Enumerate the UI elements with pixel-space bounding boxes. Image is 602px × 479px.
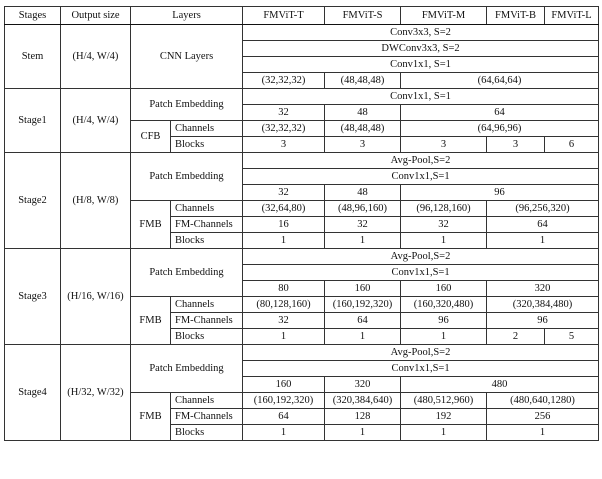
header-output-size: Output size — [61, 7, 131, 25]
stage1-channels-mbl: (64,96,96) — [401, 121, 599, 137]
stage3-pe-m: 160 — [401, 281, 487, 297]
stage3-fm-t: 32 — [243, 313, 325, 329]
stem-op-dwconv3x3: DWConv3x3, S=2 — [243, 41, 599, 57]
stage4-blocks-s: 1 — [325, 425, 401, 441]
header-model-b: FMViT-B — [487, 7, 545, 25]
stage3-blocks-t: 1 — [243, 329, 325, 345]
stage1-pe-mbl: 64 — [401, 105, 599, 121]
stage4-patch-embedding: Patch Embedding — [131, 345, 243, 393]
stage4-pe-op-conv: Conv1x1,S=1 — [243, 361, 599, 377]
stage4-row-1 — [5, 345, 599, 361]
stage2-blocks-m: 1 — [401, 233, 487, 249]
stage3-pe-op-conv: Conv1x1,S=1 — [243, 265, 599, 281]
header-model-t: FMViT-T — [243, 7, 325, 25]
stem-channels-s: (48,48,48) — [325, 73, 401, 89]
stage4-channels-s: (320,384,640) — [325, 393, 401, 409]
header-row — [5, 7, 599, 25]
stage1-pe-op: Conv1x1, S=1 — [243, 89, 599, 105]
header-model-m: FMViT-M — [401, 7, 487, 25]
stage4-blocks-m: 1 — [401, 425, 487, 441]
stage1-channels-label: Channels — [171, 121, 243, 137]
stage3-blocks-label: Blocks — [171, 329, 243, 345]
stage4-blocks-t: 1 — [243, 425, 325, 441]
stage1-patch-embedding: Patch Embedding — [131, 89, 243, 121]
stage3-fm-bl: 96 — [487, 313, 599, 329]
stage3-patch-embedding: Patch Embedding — [131, 249, 243, 297]
stage3-blocks-b: 2 — [487, 329, 545, 345]
stem-row-1 — [5, 25, 599, 41]
header-stages: Stages — [5, 7, 61, 25]
stage2-channels-bl: (96,256,320) — [487, 201, 599, 217]
stage2-channels-t: (32,64,80) — [243, 201, 325, 217]
stage4-pe-t: 160 — [243, 377, 325, 393]
stage1-channels-s: (48,48,48) — [325, 121, 401, 137]
stage1-blocks-b: 3 — [487, 137, 545, 153]
stage1-pe-s: 48 — [325, 105, 401, 121]
stage2-blocks-t: 1 — [243, 233, 325, 249]
stage2-fm-s: 32 — [325, 217, 401, 233]
stage3-channels-bl: (320,384,480) — [487, 297, 599, 313]
stage2-output-size: (H/8, W/8) — [61, 153, 131, 249]
stage3-channels-s: (160,192,320) — [325, 297, 401, 313]
stage1-row-1 — [5, 89, 599, 105]
stage3-pe-s: 160 — [325, 281, 401, 297]
stage3-fm-label: FM-Channels — [171, 313, 243, 329]
stem-cnn-layers: CNN Layers — [131, 25, 243, 89]
stage4-fm-bl: 256 — [487, 409, 599, 425]
stage2-stage-label: Stage2 — [5, 153, 61, 249]
stage2-blocks-s: 1 — [325, 233, 401, 249]
header-model-s: FMViT-S — [325, 7, 401, 25]
stage2-fm-bl: 64 — [487, 217, 599, 233]
stage4-fm-s: 128 — [325, 409, 401, 425]
stage4-fm-label: FM-Channels — [171, 409, 243, 425]
stage4-pe-op-avgpool: Avg-Pool,S=2 — [243, 345, 599, 361]
stage3-fm-m: 96 — [401, 313, 487, 329]
stage2-row-1 — [5, 153, 599, 169]
stage2-pe-t: 32 — [243, 185, 325, 201]
stage4-fm-m: 192 — [401, 409, 487, 425]
stage4-blocks-label: Blocks — [171, 425, 243, 441]
stage3-channels-t: (80,128,160) — [243, 297, 325, 313]
stage4-pe-mbl: 480 — [401, 377, 599, 393]
stage3-output-size: (H/16, W/16) — [61, 249, 131, 345]
stem-op-conv3x3: Conv3x3, S=2 — [243, 25, 599, 41]
stem-channels-t: (32,32,32) — [243, 73, 325, 89]
stem-channels-mbl: (64,64,64) — [401, 73, 599, 89]
stage1-blocks-l: 6 — [545, 137, 599, 153]
stage3-fm-s: 64 — [325, 313, 401, 329]
stage4-block-fmb: FMB — [131, 393, 171, 441]
stage2-pe-s: 48 — [325, 185, 401, 201]
stem-stage-label: Stem — [5, 25, 61, 89]
stage3-stage-label: Stage3 — [5, 249, 61, 345]
architecture-table-container — [4, 6, 598, 441]
stage3-channels-label: Channels — [171, 297, 243, 313]
stage3-row-1 — [5, 249, 599, 265]
stage2-fm-m: 32 — [401, 217, 487, 233]
stage3-pe-op-avgpool: Avg-Pool,S=2 — [243, 249, 599, 265]
stage4-channels-m: (480,512,960) — [401, 393, 487, 409]
stage2-blocks-bl: 1 — [487, 233, 599, 249]
stage1-blocks-t: 3 — [243, 137, 325, 153]
header-layers: Layers — [131, 7, 243, 25]
stage4-channels-bl: (480,640,1280) — [487, 393, 599, 409]
stage2-pe-op-conv: Conv1x1,S=1 — [243, 169, 599, 185]
stage2-channels-m: (96,128,160) — [401, 201, 487, 217]
header-model-l: FMViT-L — [545, 7, 599, 25]
stage4-stage-label: Stage4 — [5, 345, 61, 441]
stage4-blocks-bl: 1 — [487, 425, 599, 441]
stage3-blocks-m: 1 — [401, 329, 487, 345]
stage1-blocks-label: Blocks — [171, 137, 243, 153]
stage1-blocks-m: 3 — [401, 137, 487, 153]
stage2-pe-op-avgpool: Avg-Pool,S=2 — [243, 153, 599, 169]
stage3-block-fmb: FMB — [131, 297, 171, 345]
stem-op-conv1x1: Conv1x1, S=1 — [243, 57, 599, 73]
stage3-blocks-l: 5 — [545, 329, 599, 345]
stage1-block-cfb: CFB — [131, 121, 171, 153]
stage4-fm-t: 64 — [243, 409, 325, 425]
stem-output-size: (H/4, W/4) — [61, 25, 131, 89]
stage2-blocks-label: Blocks — [171, 233, 243, 249]
stage1-output-size: (H/4, W/4) — [61, 89, 131, 153]
stage4-channels-label: Channels — [171, 393, 243, 409]
stage2-channels-s: (48,96,160) — [325, 201, 401, 217]
stage2-pe-mbl: 96 — [401, 185, 599, 201]
stage4-output-size: (H/32, W/32) — [61, 345, 131, 441]
stage1-pe-t: 32 — [243, 105, 325, 121]
stage2-patch-embedding: Patch Embedding — [131, 153, 243, 201]
stage2-fm-t: 16 — [243, 217, 325, 233]
architecture-table — [4, 6, 599, 441]
stage1-channels-t: (32,32,32) — [243, 121, 325, 137]
stage2-channels-label: Channels — [171, 201, 243, 217]
stage3-pe-t: 80 — [243, 281, 325, 297]
stage4-channels-t: (160,192,320) — [243, 393, 325, 409]
stage3-pe-bl: 320 — [487, 281, 599, 297]
stage3-blocks-s: 1 — [325, 329, 401, 345]
stage2-fm-label: FM-Channels — [171, 217, 243, 233]
stage2-block-fmb: FMB — [131, 201, 171, 249]
stage1-stage-label: Stage1 — [5, 89, 61, 153]
stage3-channels-m: (160,320,480) — [401, 297, 487, 313]
stage1-blocks-s: 3 — [325, 137, 401, 153]
stage4-pe-s: 320 — [325, 377, 401, 393]
